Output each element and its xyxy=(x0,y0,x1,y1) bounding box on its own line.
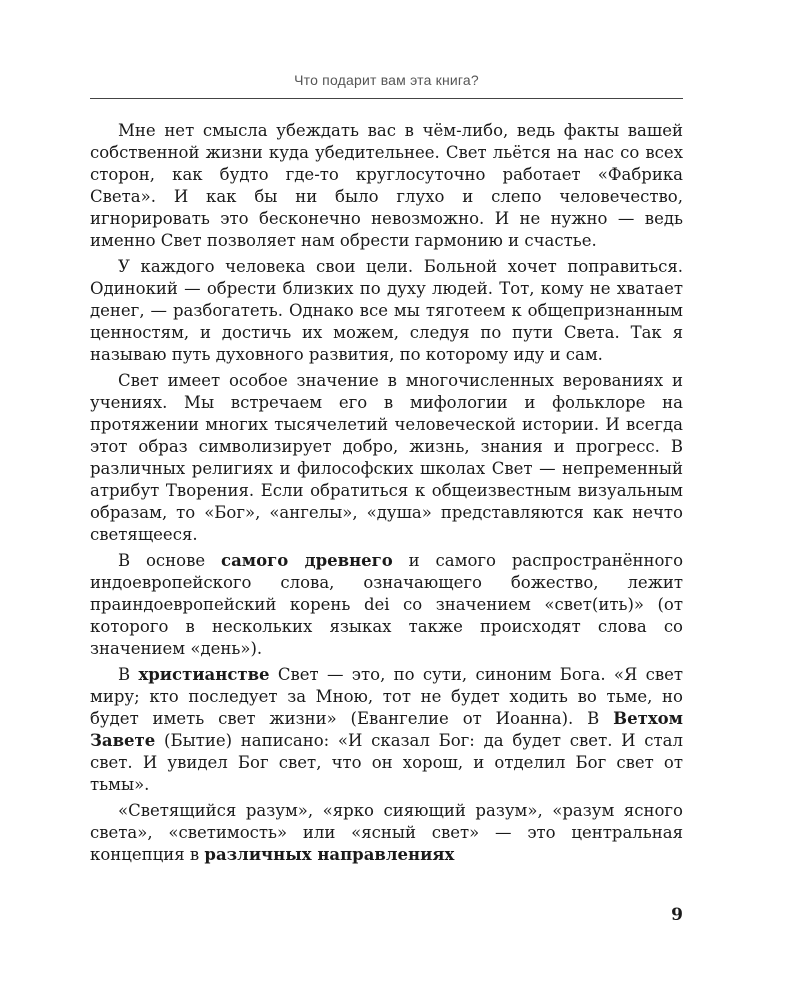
text-run: «Светящийся разум», «ярко сияющий разум», «разум ясного света», «светимость» или «ясный свет» — это центральная концепция в xyxy=(90,801,683,864)
bold-phrase: христианстве xyxy=(138,665,270,684)
text-run: В основе xyxy=(118,551,222,570)
paragraph-1 xyxy=(90,120,683,252)
running-head: Что подарит вам эта книга? xyxy=(294,72,479,88)
paragraph-5 xyxy=(90,664,683,796)
text-run: Свет имеет особое значение в многочисленных верованиях и учениях. Мы встречаем его в мифологии и фольклоре на протяжении многих тысячелетий человеческой истории. И всегда этот образ символизирует добро, жизнь, знания и прогресс. В различных религиях и философских школах Свет — непременный атрибут Творения. Если обратиться к общеизвестным визуальным образам, то «Бог», «ангелы», «душа» представляются как нечто светящееся. xyxy=(90,371,683,544)
text-run: Свет — это, по сути, синоним Бога. «Я свет миру; кто последует за Мною, тот не будет ходить во тьме, но будет иметь свет жизни» (Евангелие от Иоанна). В xyxy=(90,665,684,728)
text-run: (Бытие) написано: «И сказал Бог: да будет свет. И стал свет. И увидел Бог свет, что он хорош, и отделил Бог свет от тьмы». xyxy=(90,731,683,794)
text-run: В xyxy=(118,665,139,684)
bold-phrase: различных направлениях xyxy=(204,845,455,864)
text-run: и самого распространённого индоевропейского слова, означающего божество, лежит праиндоевропейский корень dei со значением «свет(ить)» (от которого в нескольких языках также происходят слова со значением «день»). xyxy=(90,551,684,658)
text-run: У каждого человека свои цели. Больной хочет поправиться. Одинокий — обрести близких по духу людей. Тот, кому не хватает денег, — разбогатеть. Однако все мы тяготеем к общепризнанным ценностям, и достичь их можем, следуя по пути Света. Так я называю путь духовного развития, по которому иду и сам. xyxy=(90,257,683,364)
paragraph-2 xyxy=(90,256,683,366)
paragraph-6 xyxy=(90,800,683,866)
body-text xyxy=(90,120,683,866)
paragraph-4 xyxy=(90,550,683,660)
text-run: Мне нет смысла убеждать вас в чём-либо, ведь факты вашей собственной жизни куда убедительнее. Свет льётся на нас со всех сторон, как будто где-то круглосуточно работает «Фабрика Света». И как бы ни было глухо и слепо человечество, игнорировать это бесконечно невозможно. И не нужно — ведь именно Свет позволяет нам обрести гармонию и счастье. xyxy=(90,121,683,250)
header-rule xyxy=(90,98,683,99)
paragraph-3 xyxy=(90,370,683,546)
page-number: 9 xyxy=(671,905,683,925)
bold-phrase: Ветхом Завете xyxy=(90,709,683,750)
bold-phrase: самого древнего xyxy=(221,551,393,570)
